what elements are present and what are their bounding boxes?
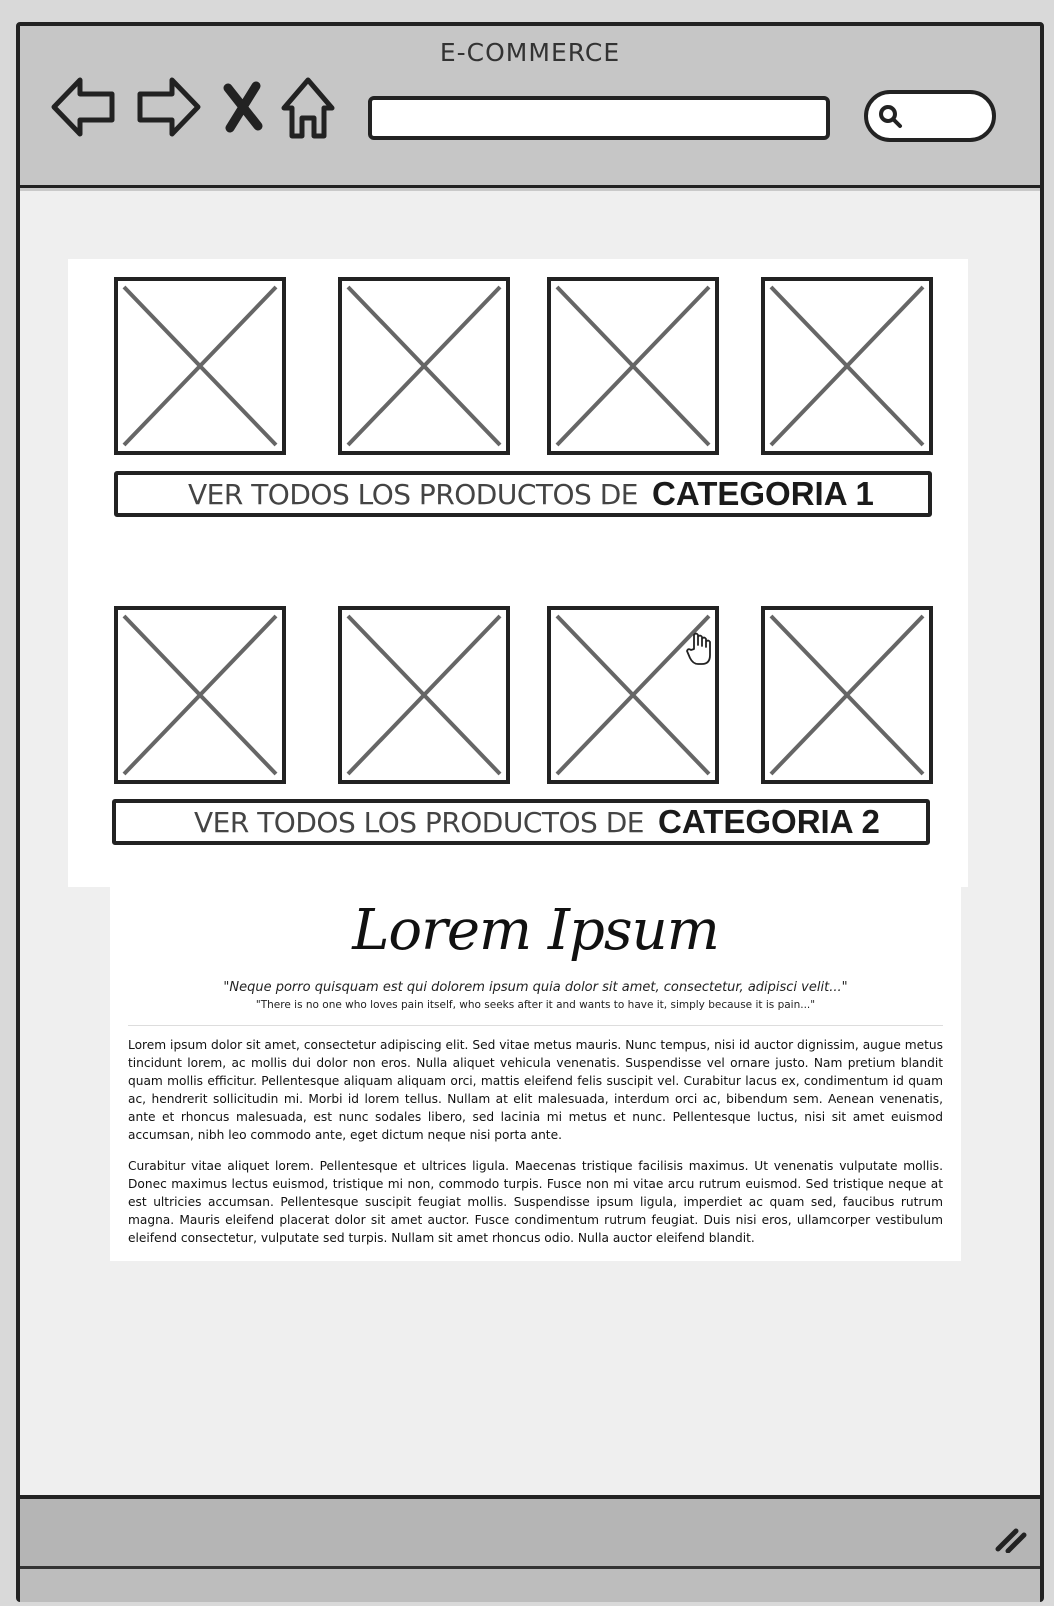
article-quote-latin: "Neque porro quisquam est qui dolorem ipsum quia dolor sit amet, consectetur, adipisci velit..." — [223, 980, 848, 995]
status-bar — [20, 1495, 1040, 1602]
image-placeholder-icon — [342, 281, 506, 451]
resize-grip-icon[interactable] — [992, 1523, 1028, 1553]
article-quote-english: "There is no one who loves pain itself, who seeks after it and wants to have it, simply because it is pain..." — [255, 999, 816, 1011]
product-image-placeholder[interactable] — [547, 606, 719, 784]
title-bar — [20, 26, 1040, 188]
forward-button[interactable] — [132, 74, 202, 140]
category-1-prefix: VER TODOS LOS PRODUCTOS DE — [188, 477, 638, 511]
article-section — [110, 886, 961, 1261]
arrow-right-icon — [132, 74, 202, 140]
product-image-placeholder[interactable] — [338, 606, 510, 784]
page-content — [20, 191, 1040, 1495]
stop-button[interactable] — [220, 74, 266, 140]
image-placeholder-icon — [118, 610, 282, 780]
divider — [128, 1025, 943, 1026]
article-title: Lorem Ipsum — [352, 898, 719, 963]
image-placeholder-icon — [118, 281, 282, 451]
arrow-left-icon — [50, 74, 120, 140]
product-image-placeholder[interactable] — [761, 277, 933, 455]
search-input[interactable] — [864, 90, 996, 142]
category-2-name: CATEGORIA 2 — [657, 803, 880, 840]
category-2-prefix: VER TODOS LOS PRODUCTOS DE — [194, 805, 644, 839]
image-placeholder-icon — [342, 610, 506, 780]
window-title: E-COMMERCE — [439, 38, 621, 67]
product-image-placeholder[interactable] — [114, 277, 286, 455]
url-input[interactable] — [368, 96, 830, 140]
product-image-placeholder[interactable] — [114, 606, 286, 784]
product-image-placeholder[interactable] — [338, 277, 510, 455]
image-placeholder-icon — [765, 281, 929, 451]
search-icon — [876, 102, 904, 130]
home-icon — [280, 74, 336, 140]
home-button[interactable] — [280, 74, 336, 140]
product-panel — [68, 259, 968, 887]
image-placeholder-icon — [765, 610, 929, 780]
product-image-placeholder[interactable] — [761, 606, 933, 784]
image-placeholder-icon — [551, 281, 715, 451]
article-paragraph: Lorem ipsum dolor sit amet, consectetur adipiscing elit. Sed vitae metus mauris. Nunc tempus, nisi id auctor dignissim, augue metus tincidunt lorem, ac mollis dui dolor non eros. Nulla aliquet vehicula venenatis. Suspendisse vel ornare justo. Nam pretium blandit quam mollis efficitur. Pellentesque aliquam aliquam orci, mattis eleifend felis suscipit vel. Curabitur lacus ex, condimentum id quam ac, hendrerit sollicitudin mi. Morbi id lorem tellus. Nullam at elit malesuada, interdum orci ac, bibendum sem. Aenean venenatis, ante et rhoncus malesuada, est nunc sodales libero, sed lacinia mi metus et nunc. Pellentesque luctus, nisi sit amet euismod accumsan, nibh leo commodo ante, eget dictum neque nisi porta ante. — [128, 1038, 943, 1142]
status-bar-strip — [20, 1499, 1040, 1569]
article-paragraph: Curabitur vitae aliquet lorem. Pellentesque et ultrices ligula. Maecenas tristique facilisis maximus. Ut venenatis vulputate mollis. Donec maximus lectus euismod, tristique mi non, commodo turpis. Fusce non mi vitae arcu rutrum euismod. Sed tristique neque at est ultricies accumsan. Pellentesque suscipit feugiat mollis. Suspendisse ipsum ligula, imperdiet ac quam sed, faucibus rutrum magna. Mauris eleifend placerat dolor sit amet auctor. Fusce condimentum rutrum feugiat. Duis nisi eros, ullamcorper vestibulum eleifend consectetur, vulputate sed turpis. Nullam sit amet rhoncus odio. Nulla auctor eleifend blandit. — [128, 1159, 943, 1245]
back-button[interactable] — [50, 74, 120, 140]
image-placeholder-icon — [551, 610, 715, 780]
category-1-button[interactable] — [114, 471, 932, 517]
category-1-name: CATEGORIA 1 — [651, 475, 874, 512]
product-image-placeholder[interactable] — [547, 277, 719, 455]
close-icon — [220, 74, 266, 140]
browser-window — [16, 22, 1044, 1602]
category-2-button[interactable] — [112, 799, 930, 845]
